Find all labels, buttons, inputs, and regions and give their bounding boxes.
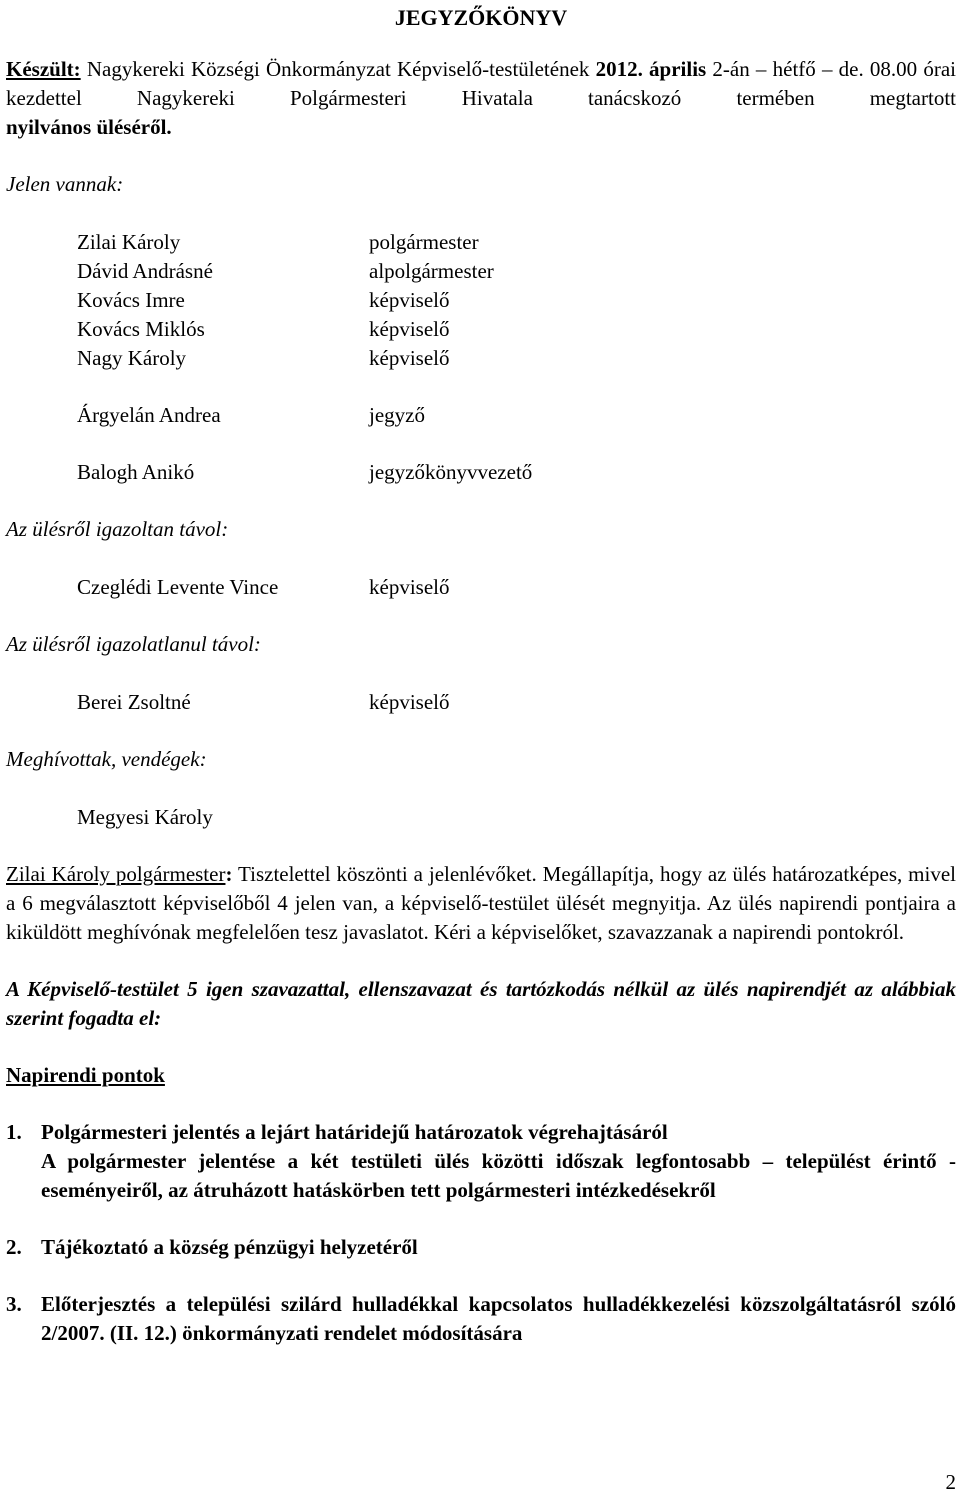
- present-row: [77, 228, 956, 257]
- excused-absent-label: Az ülésről igazoltan távol:: [6, 517, 229, 541]
- intro-label: Készült:: [6, 57, 81, 81]
- present-row: [77, 315, 956, 344]
- agenda-number: 1.: [6, 1120, 22, 1144]
- member-name: Kovács Miklós: [77, 317, 205, 341]
- member-role: képviselő: [369, 317, 450, 341]
- agenda-item: [6, 1290, 956, 1348]
- guests-label: Meghívottak, vendégek:: [6, 747, 207, 771]
- absent-role: képviselő: [369, 690, 450, 714]
- agenda-heading: Napirendi pontok: [6, 1063, 165, 1087]
- agenda-item: [6, 1118, 956, 1205]
- present-row: [77, 257, 956, 286]
- document-title: JEGYZŐKÖNYV: [394, 5, 568, 30]
- intro-paragraph: [6, 55, 956, 142]
- unexcused-absent-row: [77, 688, 956, 717]
- member-name: Dávid Andrásné: [77, 259, 213, 283]
- guest-row: [77, 803, 956, 832]
- unexcused-absent-label: Az ülésről igazolatlanul távol:: [6, 632, 261, 656]
- excused-absent-row: [77, 573, 956, 602]
- staff-row: [77, 401, 956, 430]
- staff-role: jegyző: [369, 403, 425, 427]
- absent-name: Czeglédi Levente Vince: [77, 575, 279, 599]
- member-name: Zilai Károly: [77, 230, 181, 254]
- absent-role: képviselő: [369, 575, 450, 599]
- present-label: Jelen vannak:: [6, 172, 124, 196]
- present-row: [77, 344, 956, 373]
- member-role: képviselő: [369, 346, 450, 370]
- agenda-text: Tájékoztató a község pénzügyi helyzetéről: [41, 1235, 418, 1259]
- agenda-number: 3.: [6, 1292, 22, 1316]
- guest-name: Megyesi Károly: [77, 805, 213, 829]
- member-role: polgármester: [369, 230, 479, 254]
- staff-row: [77, 458, 956, 487]
- intro-text-mid: 2-án – hétfő – de. 08.00 órai kezdettel Nagykereki Polgármesteri Hivatala tanácskozó termében megtartott: [6, 57, 956, 110]
- agenda-item: [6, 1233, 956, 1262]
- resolution-paragraph: A Képviselő-testület 5 igen szavazattal, ellenszavazat és tartózkodás nélkül az ülés napirendjét az alábbiak szerint fogadta el:: [6, 977, 956, 1030]
- agenda-text: Polgármesteri jelentés a lejárt határidejű határozatok végrehajtásáról: [41, 1120, 668, 1144]
- agenda-subtext: A polgármester jelentése a két testületi ülés közötti időszak legfontosabb – települést érintő - eseményeiről, az átruházott hatáskörben tett polgármesteri intézkedésekről: [41, 1149, 956, 1202]
- mayor-speech-paragraph: [6, 860, 956, 947]
- intro-text-last: nyilvános üléséről.: [6, 115, 172, 139]
- intro-date: 2012. április: [595, 57, 707, 81]
- staff-role: jegyzőkönyvvezető: [369, 460, 533, 484]
- agenda-number: 2.: [6, 1235, 22, 1259]
- present-row: [77, 286, 956, 315]
- member-name: Nagy Károly: [77, 346, 187, 370]
- page-number: 2: [945, 1470, 956, 1494]
- staff-name: Árgyelán Andrea: [77, 403, 221, 427]
- document-page: [6, 0, 956, 1348]
- member-role: alpolgármester: [369, 259, 494, 283]
- absent-name: Berei Zsoltné: [77, 690, 191, 714]
- intro-text-pre: Nagykereki Községi Önkormányzat Képviselő-testületének: [80, 57, 596, 81]
- agenda-text: Előterjesztés a települési szilárd hulladékkal kapcsolatos hulladékkezelési közszolgáltatásról szóló 2/2007. (II. 12.) önkormányzati rendelet módosítására: [41, 1292, 956, 1345]
- staff-name: Balogh Anikó: [77, 460, 195, 484]
- member-name: Kovács Imre: [77, 288, 185, 312]
- member-role: képviselő: [369, 288, 450, 312]
- speech-text: Tisztelettel köszönti a jelenlévőket. Megállapítja, hogy az ülés határozatképes, mivel a 6 megválasztott képviselőből 4 jelen van, a képviselő-testület ülését megnyitja. Az ülés napirendi pontjaira a kiküldött meghívónak megfelelően tesz javaslatot. Kéri a képviselőket, szavazzanak a napirendi pontokról.: [6, 862, 956, 944]
- speaker-name: Zilai Károly polgármester: [6, 862, 226, 886]
- speaker-colon: :: [225, 862, 233, 886]
